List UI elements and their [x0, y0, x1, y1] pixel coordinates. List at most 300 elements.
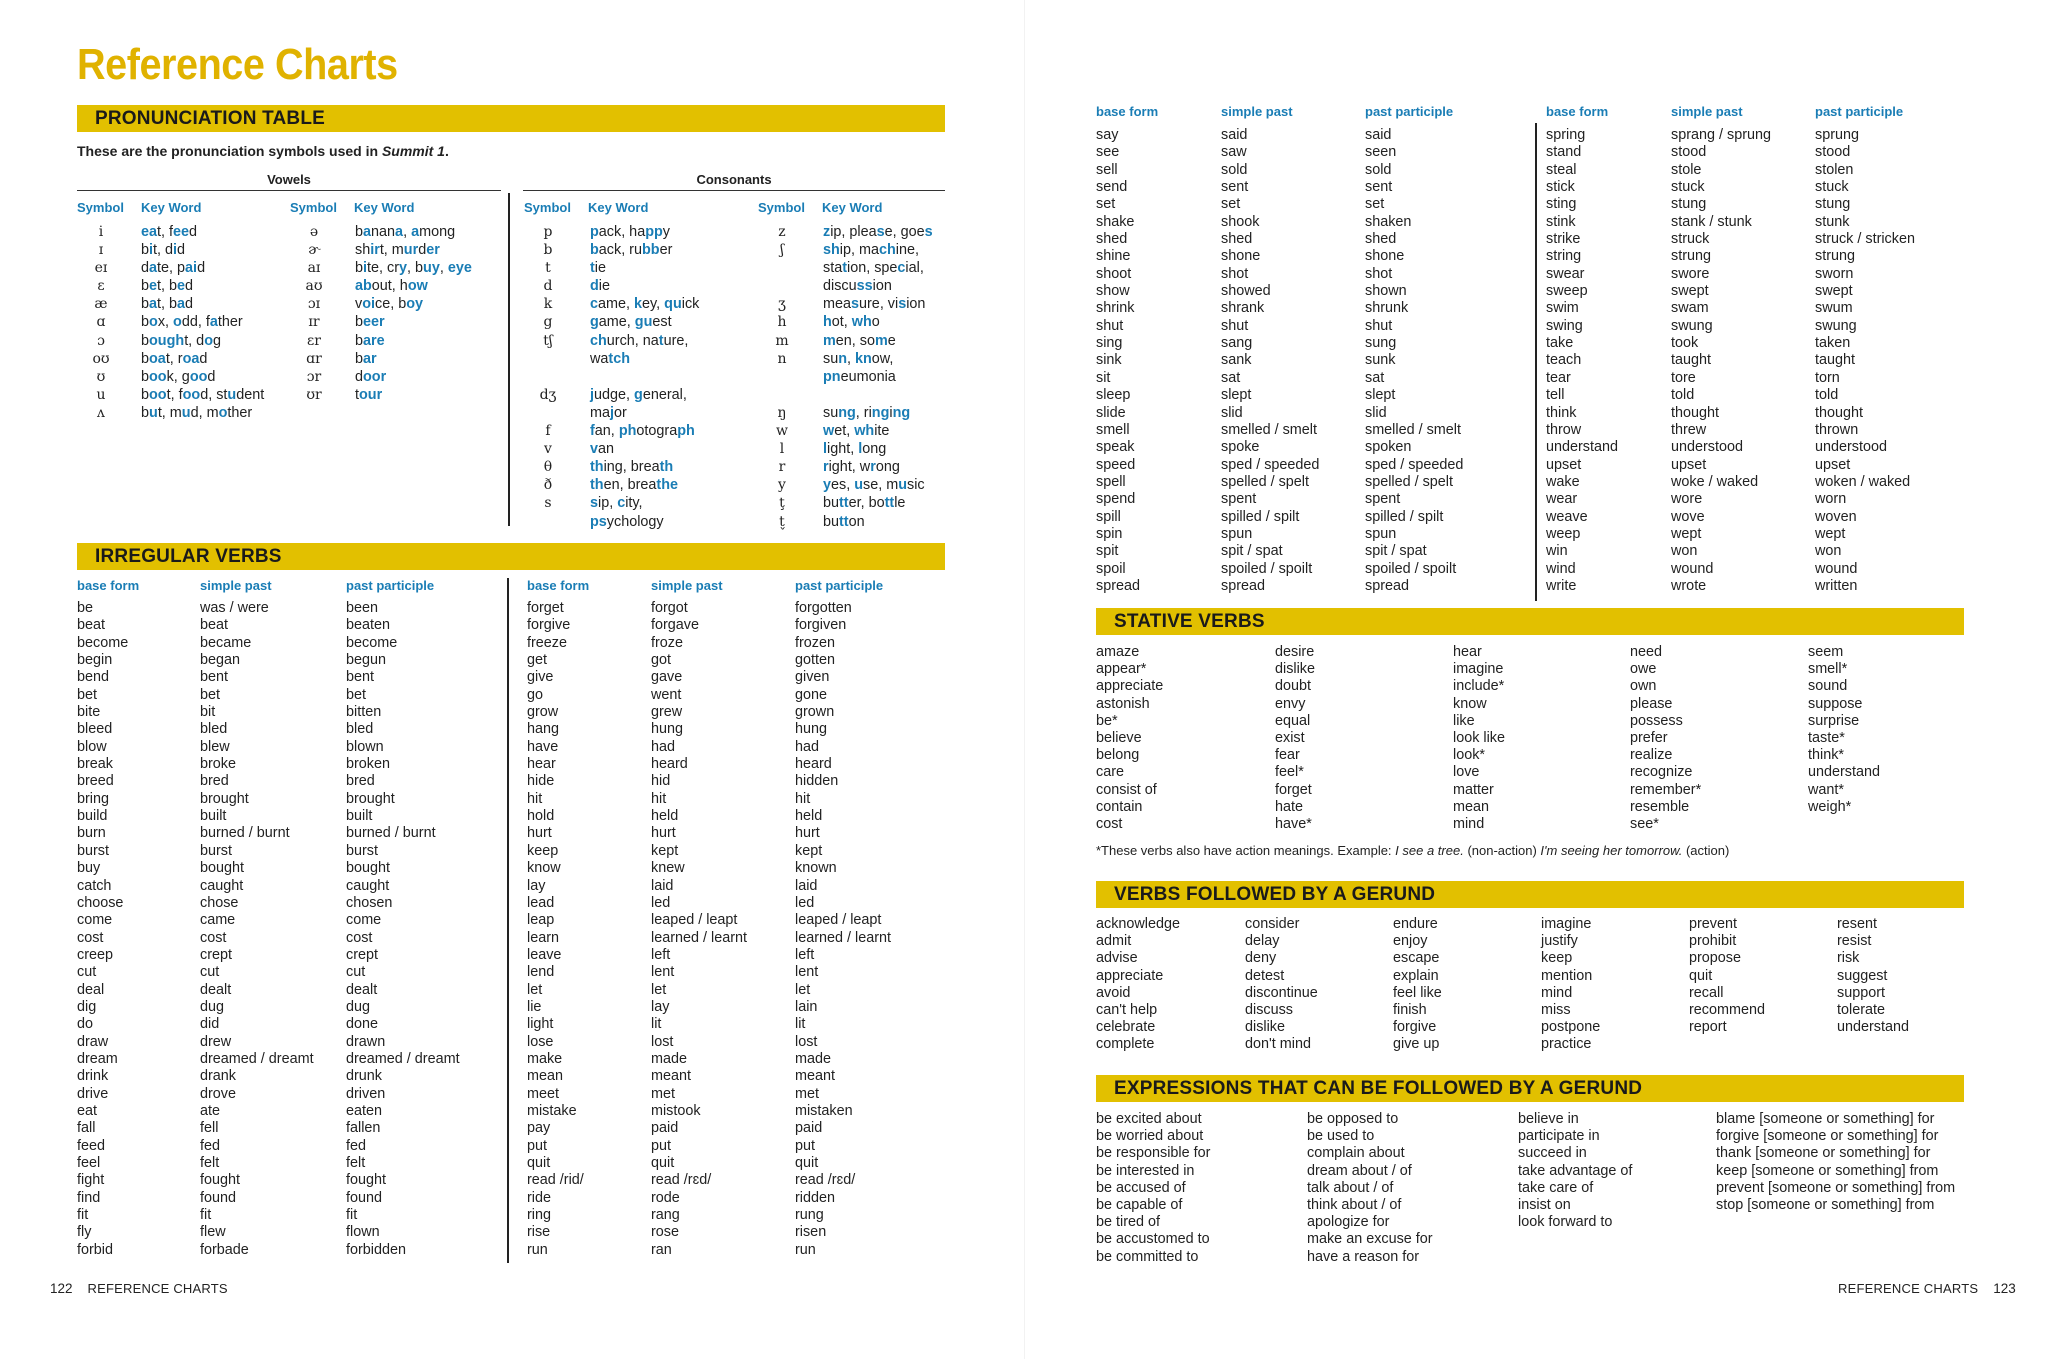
- list-item: shoot: [1096, 265, 1132, 282]
- phonetic-symbol: f: [545, 423, 551, 440]
- list-item: got: [651, 652, 672, 669]
- list-item: fought: [346, 1172, 387, 1189]
- right-page-footer: [1838, 1281, 2016, 1296]
- list-item: stung: [1671, 196, 1707, 213]
- phonetic-symbol: oʊ: [92, 350, 110, 367]
- list-item: wore: [1671, 491, 1703, 508]
- vowel-symbols-col2: [294, 223, 334, 404]
- list-item: begun: [346, 652, 387, 669]
- phonetic-symbol: [762, 277, 802, 295]
- list-item: give: [527, 669, 554, 686]
- list-item: complete: [1096, 1036, 1155, 1053]
- gerund-verbs-banner: VERBS FOLLOWED BY A GERUND: [1096, 881, 1964, 908]
- list-item: learned / learnt: [651, 929, 747, 946]
- phonetic-symbol: u: [96, 386, 106, 403]
- list-item: think about / of: [1307, 1197, 1402, 1214]
- phonetic-symbol: ə: [309, 224, 319, 240]
- list-item: forget: [527, 600, 564, 616]
- list-item: heard: [651, 756, 688, 773]
- list-item: cost: [77, 929, 104, 946]
- list-item: sent: [1365, 179, 1393, 196]
- phonetic-symbol: ɔ: [97, 332, 105, 349]
- key-word: date, paid: [141, 260, 206, 277]
- list-item: be responsible for: [1096, 1145, 1211, 1162]
- phonetic-symbol: k: [543, 296, 553, 313]
- list-item: suppose: [1808, 695, 1863, 712]
- list-item: throw: [1546, 421, 1582, 438]
- key-word: zip, please, goes: [823, 224, 933, 240]
- list-item: lent: [651, 964, 675, 981]
- list-item: bet: [346, 686, 367, 703]
- list-item: done: [346, 1016, 379, 1033]
- list-item: learned / learnt: [795, 929, 891, 946]
- phonetic-symbol: y: [778, 477, 786, 494]
- list-item: gotten: [795, 652, 836, 669]
- list-item: stunk: [1815, 213, 1850, 230]
- list-item: realize: [1630, 747, 1673, 764]
- phonetic-symbol: ɪ: [98, 242, 104, 259]
- list-item: resemble: [1630, 798, 1690, 815]
- list-item: strung: [1815, 248, 1855, 265]
- list-item: lay: [527, 877, 546, 894]
- list-item: woken / waked: [1815, 473, 1911, 490]
- key-word: then, breathe: [590, 477, 678, 494]
- list-item: torn: [1815, 369, 1840, 386]
- irregular-past-col-4: [1671, 127, 1771, 595]
- list-item: steal: [1546, 161, 1577, 178]
- list-item: shrink: [1096, 300, 1135, 317]
- gerund-col-1: [1096, 916, 1180, 1054]
- list-item: weave: [1546, 508, 1588, 525]
- list-item: doubt: [1275, 678, 1312, 695]
- list-item: spun: [1365, 525, 1397, 542]
- list-item: fought: [200, 1172, 241, 1189]
- list-item: burn: [77, 825, 106, 842]
- list-item: lent: [795, 964, 819, 981]
- list-item: run: [795, 1241, 816, 1258]
- list-item: kept: [795, 842, 823, 859]
- list-item: led: [795, 894, 815, 911]
- list-item: teach: [1546, 352, 1582, 369]
- list-item: sank: [1221, 352, 1252, 369]
- list-item: wept: [1815, 525, 1846, 542]
- irregular-participle-col-1: [346, 600, 460, 1259]
- key-word: psychology: [590, 513, 664, 530]
- list-item: be accused of: [1096, 1179, 1186, 1196]
- list-item: leave: [527, 946, 562, 963]
- list-item: shrank: [1221, 300, 1265, 317]
- list-item: bled: [346, 721, 374, 738]
- list-item: stick: [1546, 179, 1575, 196]
- list-item: upset: [1815, 456, 1851, 473]
- stative-col-2: [1275, 644, 1315, 833]
- key-word: die: [590, 278, 610, 295]
- key-word: station, special,: [823, 260, 924, 277]
- list-item: fit: [346, 1207, 358, 1224]
- list-item: became: [200, 634, 252, 651]
- list-item: make an excuse for: [1307, 1231, 1433, 1248]
- list-item: discuss: [1245, 1002, 1293, 1019]
- phonetic-symbol: ʒ: [778, 296, 786, 313]
- list-item: include*: [1453, 678, 1505, 695]
- list-item: fight: [77, 1172, 105, 1189]
- list-item: spent: [1365, 491, 1401, 508]
- phonetic-symbol: n: [777, 350, 787, 367]
- key-word: ship, machine,: [823, 242, 919, 259]
- list-item: stood: [1671, 144, 1707, 161]
- list-item: get: [527, 652, 548, 669]
- list-item: ring: [527, 1207, 551, 1224]
- list-item: had: [795, 738, 820, 755]
- list-item: felt: [200, 1155, 220, 1171]
- key-word: church, nature,: [590, 332, 689, 349]
- phonetic-symbol: ʌ: [97, 404, 105, 421]
- phonetic-symbol: ð: [543, 477, 553, 494]
- list-item: write: [1546, 577, 1577, 594]
- list-item: love: [1453, 764, 1480, 781]
- stative-note: *These verbs also have action meanings. Example: I see a tree. (non-action) I'm seeing her tomorrow. (action): [1096, 843, 1730, 858]
- list-item: hung: [651, 721, 684, 738]
- list-item: stole: [1671, 161, 1702, 178]
- list-item: surprise: [1808, 712, 1860, 729]
- list-item: bitten: [346, 704, 382, 721]
- right-page-number: 123: [1993, 1281, 2016, 1296]
- irregular-verbs-banner: IRREGULAR VERBS: [77, 543, 945, 570]
- list-item: fit: [200, 1207, 212, 1224]
- phonetic-symbol: dʒ: [539, 386, 557, 403]
- list-item: care: [1096, 764, 1124, 781]
- expressions-col-2: [1307, 1111, 1433, 1266]
- list-item: swore: [1671, 265, 1710, 282]
- key-word: hot, who: [823, 314, 880, 331]
- consonant-keyword-header: Key Word: [588, 200, 649, 215]
- vowel-keywords-col1: [141, 223, 264, 422]
- key-word: door: [355, 368, 387, 385]
- list-item: appreciate: [1096, 967, 1164, 984]
- key-word: [590, 368, 699, 386]
- list-item: sold: [1221, 161, 1248, 178]
- list-item: bet: [77, 686, 98, 703]
- list-item: took: [1671, 335, 1699, 352]
- list-item: held: [795, 808, 823, 825]
- list-item: cost: [200, 929, 227, 946]
- list-item: did: [200, 1016, 220, 1033]
- list-item: crept: [346, 946, 378, 963]
- list-item: froze: [651, 634, 683, 651]
- list-item: be: [77, 600, 94, 616]
- list-item: owe: [1630, 661, 1657, 678]
- list-item: cost: [346, 929, 373, 946]
- irregular-participle-header-4: past participle: [1815, 104, 1904, 119]
- list-item: caught: [346, 877, 390, 894]
- list-item: stand: [1546, 144, 1582, 161]
- list-item: acknowledge: [1096, 916, 1181, 932]
- list-item: leap: [527, 912, 555, 929]
- list-item: choose: [77, 894, 124, 911]
- list-item: spun: [1221, 525, 1253, 542]
- list-item: ran: [651, 1241, 672, 1258]
- list-item: have*: [1275, 816, 1312, 833]
- vowel-keywords-col2: [355, 223, 472, 404]
- list-item: rang: [651, 1207, 680, 1224]
- list-item: give up: [1393, 1036, 1440, 1053]
- list-item: built: [200, 808, 227, 825]
- list-item: drove: [200, 1085, 236, 1102]
- list-item: fed: [346, 1137, 367, 1154]
- list-item: lost: [651, 1033, 674, 1050]
- list-item: woven: [1815, 508, 1857, 525]
- consonants-rule: [523, 190, 945, 191]
- list-item: thought: [1671, 404, 1720, 421]
- vowel-keyword-header: Key Word: [141, 200, 202, 215]
- list-item: spelled / spelt: [1365, 473, 1453, 490]
- list-item: mean: [1453, 798, 1489, 815]
- list-item: dreamed / dreamt: [200, 1050, 314, 1067]
- list-item: see*: [1630, 816, 1659, 833]
- list-item: saw: [1221, 144, 1247, 161]
- list-item: consider: [1245, 916, 1300, 932]
- list-item: swim: [1546, 300, 1579, 317]
- list-item: wake: [1546, 473, 1580, 490]
- phonetic-symbol: ɔr: [306, 368, 322, 385]
- list-item: spend: [1096, 491, 1136, 508]
- list-item: know: [527, 860, 561, 877]
- list-item: hit: [651, 790, 667, 807]
- list-item: won: [1815, 543, 1842, 560]
- phonetic-symbol: tʃ: [543, 332, 553, 349]
- list-item: stood: [1815, 144, 1851, 161]
- list-item: smelled / smelt: [1221, 421, 1317, 438]
- list-item: dream: [77, 1050, 118, 1067]
- left-page-label: REFERENCE CHARTS: [87, 1281, 228, 1296]
- phonetic-symbol: s: [544, 495, 552, 512]
- list-item: rung: [795, 1207, 824, 1224]
- list-item: bred: [200, 773, 229, 790]
- list-item: heard: [795, 756, 832, 773]
- list-item: celebrate: [1096, 1019, 1156, 1036]
- irregular-past-col-1: [200, 600, 314, 1259]
- list-item: sped / speeded: [1221, 456, 1320, 473]
- list-item: beat: [77, 617, 106, 634]
- phonetic-symbol: θ: [543, 459, 553, 476]
- list-item: feel like: [1393, 984, 1442, 1001]
- list-item: sped / speeded: [1365, 456, 1464, 473]
- list-item: be worried about: [1096, 1128, 1204, 1145]
- list-item: draw: [77, 1033, 109, 1050]
- list-item: imagine: [1541, 916, 1592, 932]
- list-item: mean: [527, 1068, 563, 1085]
- key-word: box, odd, father: [141, 314, 243, 331]
- list-item: threw: [1671, 421, 1707, 438]
- list-item: set: [1096, 196, 1116, 213]
- list-item: forgiven: [795, 617, 847, 634]
- list-item: wound: [1671, 560, 1714, 577]
- key-word: bite, cry, buy, eye: [355, 260, 472, 277]
- list-item: broke: [200, 756, 236, 773]
- phonetic-symbol: ɛr: [307, 332, 321, 349]
- list-item: swung: [1671, 317, 1713, 334]
- list-item: shed: [1365, 231, 1397, 248]
- list-item: swum: [1815, 300, 1853, 317]
- irregular-past-col-2: [651, 600, 747, 1259]
- list-item: recognize: [1630, 764, 1693, 781]
- stative-col-5: [1808, 644, 1880, 816]
- list-item: spin: [1096, 525, 1123, 542]
- list-item: spoiled / spoilt: [1221, 560, 1313, 577]
- phonetic-symbol: ʃ: [780, 242, 784, 259]
- list-item: advise: [1096, 950, 1138, 967]
- list-item: brought: [200, 790, 249, 807]
- list-item: mistook: [651, 1102, 701, 1119]
- consonant-symbols-col2: [762, 223, 802, 531]
- list-item: recommend: [1689, 1002, 1765, 1019]
- vowel-symbol-header: Symbol: [77, 200, 124, 215]
- stative-col-1: [1096, 644, 1163, 833]
- list-item: forbidden: [346, 1241, 407, 1258]
- list-item: quit: [1689, 967, 1713, 984]
- key-word: bet, bed: [141, 278, 194, 295]
- list-item: look*: [1453, 747, 1485, 764]
- list-item: understand: [1546, 439, 1619, 456]
- list-item: strike: [1546, 231, 1581, 248]
- phonetic-symbol: ɑr: [306, 350, 322, 367]
- consonant-symbols-col1: [528, 223, 568, 513]
- phonetic-symbol: eɪ: [94, 260, 108, 277]
- list-item: sprung: [1815, 127, 1860, 143]
- list-item: wrote: [1671, 577, 1707, 594]
- key-word: major: [590, 404, 627, 421]
- list-item: forgive: [527, 617, 571, 634]
- list-item: understood: [1815, 439, 1888, 456]
- list-item: admit: [1096, 933, 1132, 950]
- phonetic-symbol: ɔɪ: [307, 296, 321, 313]
- phonetic-symbol: t: [545, 260, 551, 277]
- list-item: cut: [346, 964, 366, 981]
- list-item: drink: [77, 1068, 109, 1085]
- list-item: hurt: [795, 825, 820, 842]
- list-item: hit: [527, 790, 543, 807]
- list-item: keep: [1541, 950, 1573, 967]
- list-item: shot: [1365, 265, 1393, 282]
- list-item: own: [1630, 678, 1657, 695]
- list-item: shrunk: [1365, 300, 1409, 317]
- list-item: shone: [1221, 248, 1261, 265]
- list-item: flew: [200, 1224, 226, 1241]
- list-item: quit: [795, 1155, 819, 1171]
- list-item: shut: [1096, 317, 1124, 334]
- list-item: spit / spat: [1221, 543, 1283, 560]
- expressions-col-4: [1716, 1111, 1955, 1214]
- list-item: succeed in: [1518, 1145, 1587, 1162]
- list-item: hear: [527, 756, 556, 773]
- list-item: insist on: [1518, 1197, 1571, 1214]
- list-item: appreciate: [1096, 678, 1164, 695]
- phonetic-symbol: d: [543, 278, 553, 295]
- list-item: spring: [1546, 127, 1586, 143]
- list-item: hide: [527, 773, 555, 790]
- irregular-base-header-2: base form: [527, 578, 590, 593]
- list-item: eaten: [346, 1102, 383, 1119]
- list-item: like: [1453, 712, 1475, 729]
- list-item: struck / stricken: [1815, 231, 1915, 248]
- key-word: judge, general,: [590, 386, 687, 403]
- list-item: hit: [795, 790, 811, 807]
- list-item: complain about: [1307, 1145, 1405, 1162]
- expressions-col-1: [1096, 1111, 1210, 1266]
- list-item: gave: [651, 669, 683, 686]
- key-word: tie: [590, 260, 606, 277]
- list-item: fall: [77, 1120, 96, 1137]
- list-item: resist: [1837, 933, 1872, 950]
- key-word: wet, white: [823, 423, 890, 440]
- phonetic-symbol: i: [98, 224, 104, 240]
- list-item: spoil: [1096, 560, 1126, 577]
- list-item: blew: [200, 738, 230, 755]
- list-item: dream about / of: [1307, 1162, 1412, 1179]
- list-item: held: [651, 808, 679, 825]
- phonetic-symbol: ʊr: [306, 386, 322, 403]
- list-item: fallen: [346, 1120, 381, 1137]
- list-item: left: [795, 946, 815, 963]
- list-item: talk about / of: [1307, 1179, 1394, 1196]
- list-item: sent: [1221, 179, 1249, 196]
- phonetic-symbol: ɛ: [97, 278, 105, 295]
- list-item: build: [77, 808, 108, 825]
- expressions-col-3: [1518, 1111, 1632, 1231]
- irregular-past-header-3: simple past: [1221, 104, 1293, 119]
- phonetic-symbol: z: [778, 224, 786, 240]
- irregular-past-col-3: [1221, 127, 1319, 595]
- list-item: seem: [1808, 644, 1844, 660]
- list-item: dreamed / dreamt: [346, 1050, 460, 1067]
- list-item: feel*: [1275, 764, 1304, 781]
- stative-col-4: [1630, 644, 1701, 833]
- list-item: struck: [1671, 231, 1710, 248]
- list-item: taught: [1671, 352, 1712, 369]
- list-item: blow: [77, 738, 107, 755]
- key-word: eat, feed: [141, 224, 198, 240]
- list-item: miss: [1541, 1002, 1571, 1019]
- list-item: resent: [1837, 916, 1877, 932]
- list-item: be accustomed to: [1096, 1231, 1210, 1248]
- key-word: tour: [355, 386, 383, 403]
- phonetic-symbol: [762, 368, 802, 386]
- list-item: mind: [1453, 816, 1485, 833]
- list-item: forgive: [1393, 1019, 1437, 1036]
- list-item: given: [795, 669, 830, 686]
- list-item: believe: [1096, 730, 1142, 747]
- list-item: led: [651, 894, 671, 911]
- irregular-participle-header-2: past participle: [795, 578, 884, 593]
- consonant-symbol-header: Symbol: [524, 200, 571, 215]
- phonetic-symbol: b: [543, 242, 553, 259]
- list-item: left: [651, 946, 671, 963]
- phonetic-symbol: ɚ: [308, 242, 320, 259]
- list-item: crept: [200, 946, 232, 963]
- list-item: forget: [1275, 781, 1312, 798]
- list-item: sang: [1221, 335, 1253, 352]
- list-item: be committed to: [1096, 1248, 1199, 1265]
- list-item: set: [1365, 196, 1385, 213]
- list-item: breed: [77, 773, 114, 790]
- irregular-base-col-1: [77, 600, 128, 1259]
- list-item: equal: [1275, 712, 1311, 729]
- list-item: drawn: [346, 1033, 386, 1050]
- list-item: freeze: [527, 634, 567, 651]
- list-item: fell: [200, 1120, 219, 1137]
- list-item: speak: [1096, 439, 1135, 456]
- list-item: appear*: [1096, 661, 1147, 678]
